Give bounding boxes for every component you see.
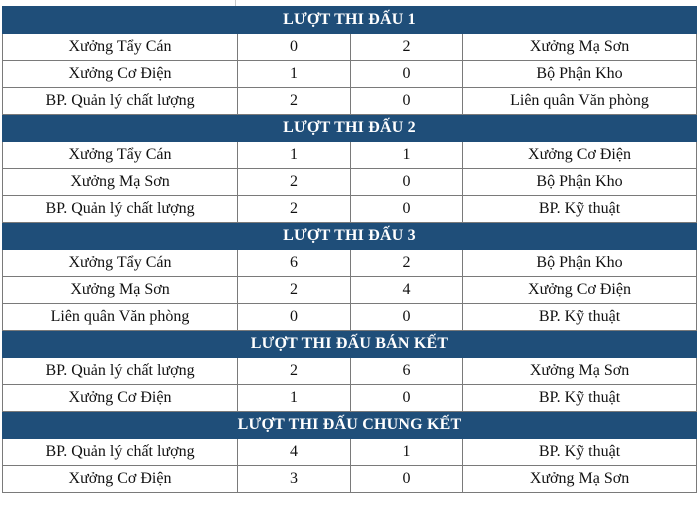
home-score: 6 [238,250,351,277]
home-score: 2 [238,277,351,304]
match-row [3,169,697,196]
away-score: 1 [351,439,463,466]
away-score: 0 [351,61,463,88]
home-score: 1 [238,61,351,88]
home-score: 2 [238,88,351,115]
away-team: Liên quân Văn phòng [463,88,697,115]
away-score: 2 [351,250,463,277]
away-team: Bộ Phận Kho [463,169,697,196]
away-score: 0 [351,88,463,115]
match-row [3,385,697,412]
match-row [3,34,697,61]
round-title: LƯỢT THI ĐẤU 3 [3,223,697,250]
home-score: 2 [238,169,351,196]
round-header-row [3,115,697,142]
home-team: Xưởng Cơ Điện [3,385,238,412]
home-score: 2 [238,358,351,385]
round-header-row [3,412,697,439]
away-score: 1 [351,142,463,169]
away-score: 4 [351,277,463,304]
match-row [3,277,697,304]
home-team: Liên quân Văn phòng [3,304,238,331]
home-team: Xưởng Mạ Sơn [3,169,238,196]
match-row [3,142,697,169]
away-team: BP. Kỹ thuật [463,304,697,331]
match-row [3,250,697,277]
away-team: Bộ Phận Kho [463,61,697,88]
away-team: Xưởng Cơ Điện [463,142,697,169]
home-team: Xưởng Tẩy Cán [3,250,238,277]
away-score: 6 [351,358,463,385]
home-score: 2 [238,196,351,223]
match-row [3,88,697,115]
match-row [3,196,697,223]
match-row [3,358,697,385]
away-score: 0 [351,466,463,493]
away-team: BP. Kỹ thuật [463,196,697,223]
away-team: Xưởng Mạ Sơn [463,358,697,385]
home-team: BP. Quản lý chất lượng [3,439,238,466]
away-score: 0 [351,169,463,196]
round-title: LƯỢT THI ĐẤU 2 [3,115,697,142]
away-team: BP. Kỹ thuật [463,439,697,466]
round-header-row [3,7,697,34]
away-score: 0 [351,385,463,412]
match-results-table [2,6,697,493]
home-score: 1 [238,142,351,169]
home-team: Xưởng Cơ Điện [3,466,238,493]
home-score: 3 [238,466,351,493]
home-score: 1 [238,385,351,412]
round-title: LƯỢT THI ĐẤU BÁN KẾT [3,331,697,358]
away-score: 0 [351,304,463,331]
match-row [3,304,697,331]
away-team: Xưởng Cơ Điện [463,277,697,304]
home-team: Xưởng Cơ Điện [3,61,238,88]
match-row [3,439,697,466]
away-team: Xưởng Mạ Sơn [463,34,697,61]
home-score: 4 [238,439,351,466]
round-header-row [3,331,697,358]
match-row [3,61,697,88]
home-team: BP. Quản lý chất lượng [3,196,238,223]
match-row [3,466,697,493]
round-header-row [3,223,697,250]
round-title: LƯỢT THI ĐẤU 1 [3,7,697,34]
home-team: BP. Quản lý chất lượng [3,88,238,115]
home-team: BP. Quản lý chất lượng [3,358,238,385]
away-team: Bộ Phận Kho [463,250,697,277]
home-team: Xưởng Tẩy Cán [3,34,238,61]
away-team: Xưởng Mạ Sơn [463,466,697,493]
round-title: LƯỢT THI ĐẤU CHUNG KẾT [3,412,697,439]
home-score: 0 [238,34,351,61]
away-score: 0 [351,196,463,223]
home-score: 0 [238,304,351,331]
away-score: 2 [351,34,463,61]
home-team: Xưởng Mạ Sơn [3,277,238,304]
home-team: Xưởng Tẩy Cán [3,142,238,169]
away-team: BP. Kỹ thuật [463,385,697,412]
